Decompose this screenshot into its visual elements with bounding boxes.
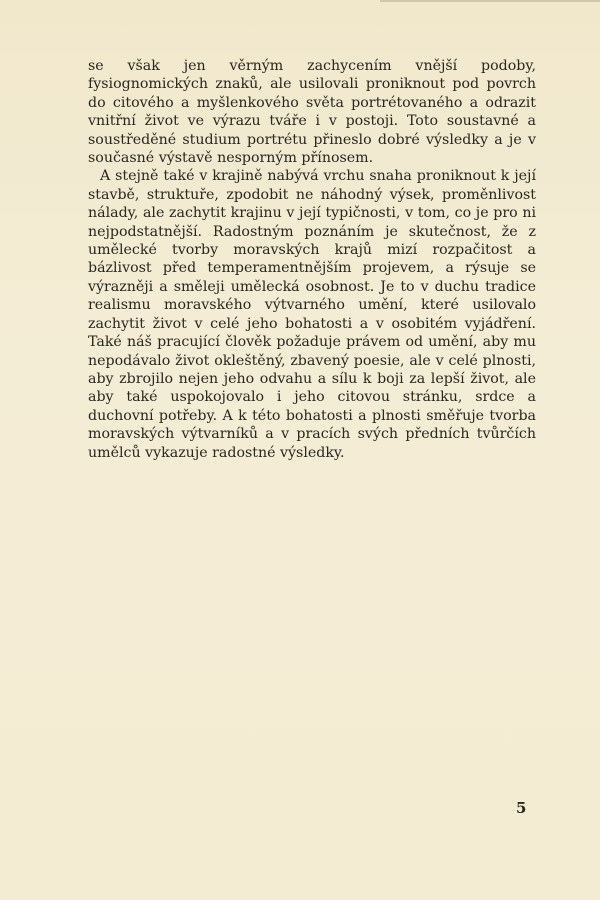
body-text: [88, 57, 536, 462]
paragraph-landscape: A stejně také v krajině nabývá vrchu snaha proniknout k její stavbě, struktuře, zpodobit ne náhodný výsek, proměnlivost nálady, ale zachytit krajinu v její typičnosti, v tom, co je pro ni nejpodstatnější. Radostným poznáním je skutečnost, že z umělecké tvorby moravských krajů mizí rozpačitost a bázlivost před temperamentnějším projevem, a rýsuje se výrazněji a směleji umělecká osobnost. Je to v duchu tradice realismu moravského výtvarného umění, které usilovalo zachytit život v celé jeho bohatosti a v osobitém vyjádření. Také náš pracující člověk požaduje právem od umění, aby mu nepodávalo život okleštěný, zbavený poesie, ale v celé plnosti, aby zbrojilo nejen jeho odvahu a sílu k boji za lepší život, ale aby také uspokojovalo i jeho citovou stránku, srdce a duchovní potřeby. A k této bohatosti a plnosti směřuje tvorba moravských výtvarníků a v pracích svých předních tvůrčích umělců vykazuje radostné výsledky.: [88, 168, 536, 461]
page-top-edge: [380, 0, 600, 2]
page-number: 5: [516, 799, 527, 817]
paragraph-continuation: se však jen věrným zachycením vnější podoby, fysiognomických znaků, ale usilovali proniknout pod povrch do citového a myšlenkového světa portrétovaného a odrazit vnitřní život ve výrazu tváře i v postoji. Toto soustavné a soustředěné studium portrétu přineslo dobré výsledky a je v současné výstavě nesporným přínosem.: [88, 58, 536, 167]
